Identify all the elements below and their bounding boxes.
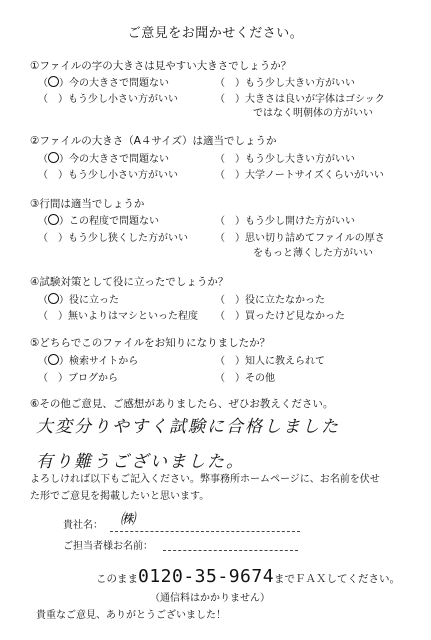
q1-option-4-line2: ではなく明朝体の方がいい xyxy=(253,108,373,119)
contact-name-line[interactable] xyxy=(163,550,298,551)
q3-option-4-line2: をもっと薄くした方がいい xyxy=(253,248,373,259)
question-4-text: ④試験対策として役に立ったでしょうか？ xyxy=(30,276,229,288)
fax-note: （通信料はかかりません） xyxy=(150,593,270,604)
contact-name-label: ご担当者様お名前： xyxy=(63,541,153,552)
handwritten-comment-line-2: 有り難うございました。 xyxy=(36,452,245,472)
page-title: ご意見をお聞かせください。 xyxy=(127,26,304,41)
comment-prompt: ⑥その他ご意見、ご感想がありましたら、ぜひお教えください。 xyxy=(30,398,334,410)
q1-option-2[interactable]: （ ）もう少し大きい方がいい xyxy=(215,78,355,89)
q2-option-3[interactable]: （ ）もう少し小さい方がいい xyxy=(38,170,178,181)
question-5-text: ⑤どちらでこのファイルをお知りになりましたか？ xyxy=(30,337,271,349)
q4-option-3[interactable]: （ ）無いよりはマシといった程度 xyxy=(38,311,198,322)
q4-option-2[interactable]: （ ）役に立たなかった xyxy=(215,295,325,306)
closing-message: 貴重なご意見、ありがとうございました！ xyxy=(36,610,226,621)
q4-option-4[interactable]: （ ）買ったけど見なかった xyxy=(215,311,345,322)
q3-option-4[interactable]: （ ）思い切り詰めてファイルの厚さ xyxy=(215,233,385,244)
selected-circle-mark xyxy=(48,214,59,225)
q2-option-4[interactable]: （ ）大学ノートサイズくらいがいい xyxy=(215,170,384,181)
company-name-label: 貴社名： xyxy=(63,520,103,531)
q3-option-3[interactable]: （ ）もう少し狭くした方がいい xyxy=(38,233,188,244)
q2-option-1[interactable]: （ ）今の大きさで問題ない xyxy=(38,154,169,165)
fax-instruction: このまま0120-35-9674までＦＡＸしてください。 xyxy=(96,566,401,587)
question-2-text: ②ファイルの大きさ（A４サイズ）は適当でしょうか xyxy=(30,135,277,147)
q1-option-4[interactable]: （ ）大きさは良いが字体はゴシック xyxy=(215,94,385,105)
q3-option-2[interactable]: （ ）もう少し開けた方がいい xyxy=(215,216,355,227)
handwritten-comment-line-1: 大変分りやすく試験に合格しました xyxy=(36,417,340,437)
company-name-value[interactable]: ㈱ xyxy=(120,510,138,528)
question-1-text: ①ファイルの字の大きさは見やすい大きさでしょうか？ xyxy=(30,60,292,72)
q3-option-1[interactable]: （ ）この程度で問題ない xyxy=(38,216,159,227)
publish-request-line-1: よろしければ以下もご記入ください。弊事務所ホームページに、お名前を伏せ xyxy=(30,474,380,485)
selected-circle-mark xyxy=(48,152,59,163)
company-name-line xyxy=(110,531,300,532)
selected-circle-mark xyxy=(48,354,59,365)
q5-option-2[interactable]: （ ）知人に教えられて xyxy=(215,356,325,367)
publish-request-line-2: た形でご意見を掲載したいと思います。 xyxy=(30,491,210,502)
fax-number: 0120-35-9674 xyxy=(138,566,275,587)
q1-option-3[interactable]: （ ）もう少し小さい方がいい xyxy=(38,94,178,105)
selected-circle-mark xyxy=(48,76,59,87)
question-3-text: ③行間は適当でしょうか xyxy=(30,198,145,210)
selected-circle-mark xyxy=(48,293,59,304)
q5-option-4[interactable]: （ ）その他 xyxy=(215,373,275,384)
q4-option-1[interactable]: （ ）役に立った xyxy=(38,295,119,306)
q2-option-2[interactable]: （ ）もう少し大きい方がいい xyxy=(215,154,355,165)
q5-option-1[interactable]: （ ）検索サイトから xyxy=(38,356,139,367)
q1-option-1[interactable]: （ ）今の大きさで問題ない xyxy=(38,78,169,89)
q5-option-3[interactable]: （ ）ブログから xyxy=(38,373,118,384)
